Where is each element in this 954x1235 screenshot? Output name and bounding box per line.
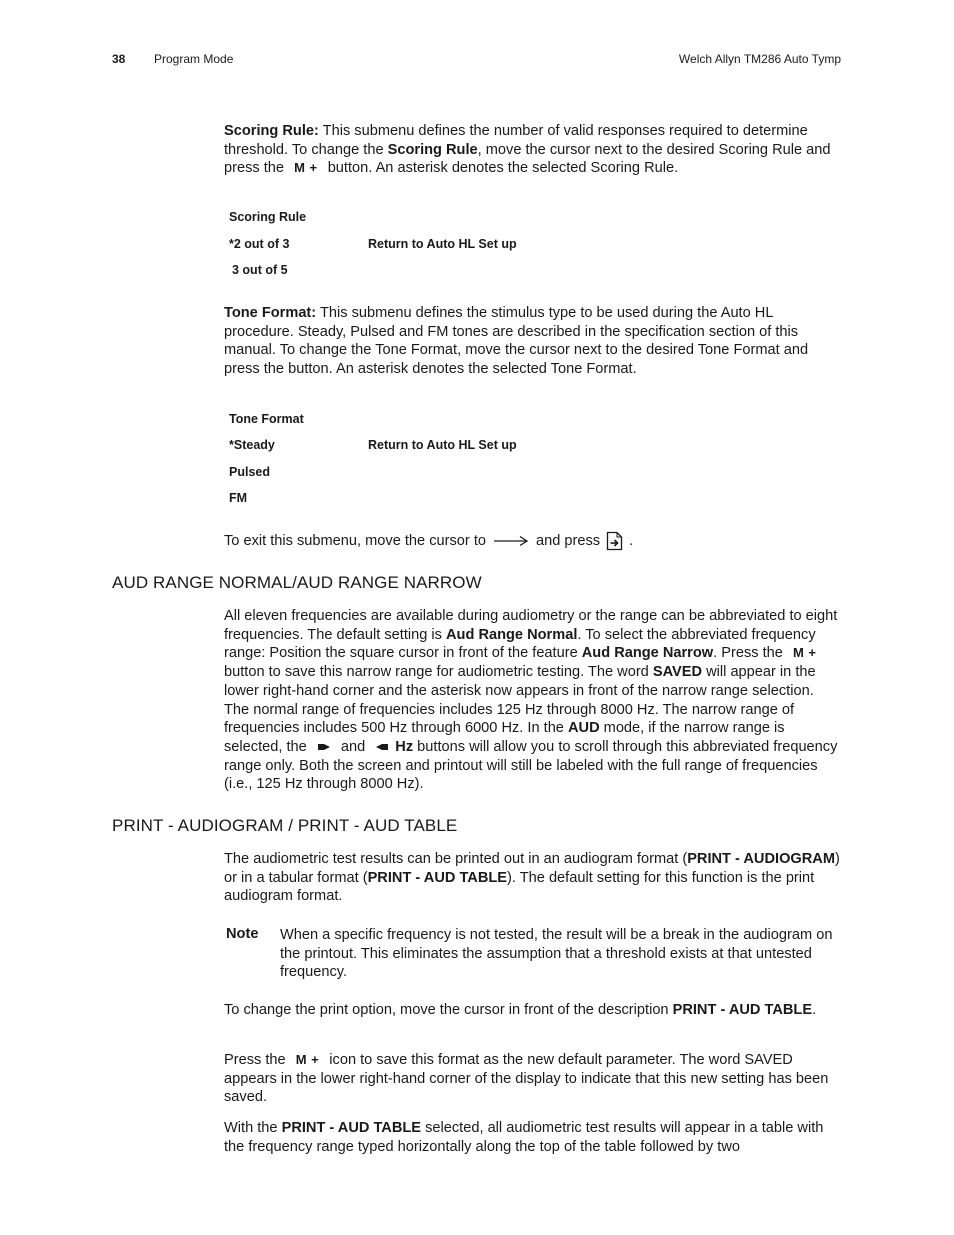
aud-range-text-7: and <box>336 738 370 755</box>
page-number: 38 <box>112 52 126 66</box>
tone-menu-option-fm: FM <box>229 491 248 505</box>
print-p3-text-1: Press the <box>224 1052 290 1068</box>
scoring-menu-option-3of5: 3 out of 5 <box>232 263 288 277</box>
aud-range-paragraph <box>224 607 840 794</box>
tone-format-text: This submenu defines the stimulus type to be used during the Auto HL procedure. Steady, Pulsed and FM tones are described in the specification section of this manual. To change the Tone Format, move the cursor next to the desired Tone Format and press the button. An asterisk denotes the selected Tone Format. <box>224 305 809 378</box>
aud-bold: AUD <box>567 720 600 737</box>
exit-text-c: . <box>629 532 634 549</box>
exit-text-b: and press <box>536 532 601 549</box>
print-p2-text-1: To change the print option, move the cursor in front of the description <box>224 1002 673 1018</box>
tone-menu-return: Return to Auto HL Set up <box>368 438 517 452</box>
note-text: When a specific frequency is not tested, the result will be a break in the audiogram on the printout. This eliminates the assumption that a threshold exists at that untested frequency. <box>280 927 833 981</box>
print-paragraph-2 <box>224 1001 840 1020</box>
m-plus-button-icon: M + <box>294 160 318 176</box>
print-p4-text-2: selected, all audiometric test results will appear in a table with the frequency range typed horizontally along the top of the table followed by two <box>224 1120 824 1155</box>
scoring-text-2: , move the cursor next to the desired Scoring Rule and press the <box>224 141 831 177</box>
aud-range-text-3: . Press the <box>713 645 787 662</box>
aud-range-text-1: All eleven frequencies are available during audiometry or the range can be abbreviated to eight frequencies. The default setting is <box>224 608 838 643</box>
print-audiogram-bold: PRINT - AUDIOGRAM <box>687 851 836 867</box>
m-plus-button-icon: M + <box>295 1052 320 1067</box>
aud-range-text-4: button to save this narrow range for audiometric testing. The word <box>224 664 653 681</box>
tone-menu-option-pulsed: Pulsed <box>229 465 270 479</box>
tone-menu-option-steady: *Steady <box>229 438 275 452</box>
print-paragraph-3 <box>224 1051 840 1107</box>
print-aud-table-bold: PRINT - AUD TABLE <box>281 1120 422 1136</box>
scoring-text-3: button. An asterisk denotes the selected Scoring Rule. <box>323 160 679 177</box>
section-title: Program Mode <box>154 52 234 66</box>
aud-range-heading: AUD RANGE NORMAL/AUD RANGE NARROW <box>112 573 482 592</box>
print-p1-text-3: ). The default setting for this function is the print audiogram format. <box>224 869 815 905</box>
aud-range-text-6: mode, if the narrow range is selected, the <box>224 720 785 755</box>
print-p1-text-1: The audiometric test results can be printed out in an audiogram format ( <box>224 851 688 867</box>
scoring-menu-option-2of3: *2 out of 3 <box>229 237 290 251</box>
enter-button-icon <box>606 531 623 551</box>
exit-instruction <box>224 531 840 551</box>
print-aud-table-bold: PRINT - AUD TABLE <box>672 1002 813 1018</box>
print-p2-text-2: . <box>812 1002 817 1018</box>
aud-range-narrow-bold: Aud Range Narrow <box>581 645 714 662</box>
aud-range-text-8: buttons will allow you to scroll through this abbreviated frequency range only. Both the screen and printout will still be labeled with the full range of frequencies (i.e., 125 Hz through 8000 Hz). <box>224 738 838 793</box>
saved-bold: SAVED <box>652 664 703 681</box>
m-plus-button-icon: M + <box>792 645 817 661</box>
tone-format-label: Tone Format: <box>224 305 317 321</box>
print-p4-text-1: With the <box>224 1120 282 1136</box>
tone-menu-title: Tone Format <box>229 412 304 426</box>
scoring-menu-return: Return to Auto HL Set up <box>368 237 517 251</box>
document-title: Welch Allyn TM286 Auto Tymp <box>678 52 841 66</box>
aud-range-text-5: will appear in the lower right-hand corner and the asterisk now appears in front of the narrow range selection. The normal range of frequencies includes 125 Hz through 8000 Hz. The narrow range of frequencies includes 500 Hz through 6000 Hz. In the <box>224 664 816 737</box>
right-arrow-icon <box>492 535 530 547</box>
print-paragraph-1 <box>224 850 840 906</box>
scoring-rule-label: Scoring Rule: <box>224 123 319 139</box>
tone-format-paragraph <box>224 304 840 379</box>
scoring-rule-bold: Scoring Rule <box>387 141 478 158</box>
left-arrow-button-icon <box>317 742 331 752</box>
print-aud-table-bold: PRINT - AUD TABLE <box>367 869 508 886</box>
aud-range-normal-bold: Aud Range Normal <box>446 626 578 643</box>
scoring-menu-title: Scoring Rule <box>229 210 307 224</box>
print-p3-text-2: icon to save this format as the new default parameter. The word SAVED appears in the lower right-hand corner of the display to indicate that this new setting has been saved. <box>224 1052 829 1106</box>
right-arrow-button-icon <box>375 742 389 752</box>
print-heading: PRINT - AUDIOGRAM / PRINT - AUD TABLE <box>112 816 458 835</box>
print-p1-text-2: ) or in a tabular format ( <box>224 851 840 886</box>
aud-range-text-2: . To select the abbreviated frequency range: Position the square cursor in front of the feature <box>224 626 816 662</box>
print-paragraph-4 <box>224 1119 840 1156</box>
hz-bold: Hz <box>395 738 414 755</box>
scoring-rule-paragraph <box>224 122 840 178</box>
scoring-text-1: This submenu defines the number of valid responses required to determine threshold. To change the <box>224 123 808 158</box>
exit-text-a: To exit this submenu, move the cursor to <box>224 532 486 549</box>
note-label: Note <box>226 926 259 942</box>
